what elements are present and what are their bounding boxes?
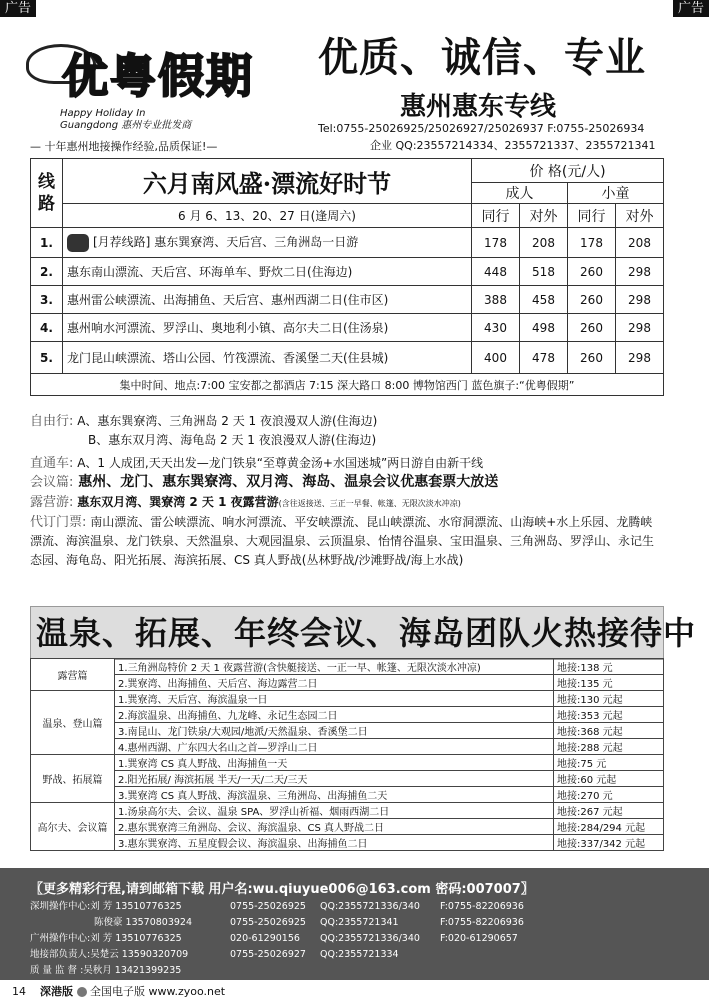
contact-person: 陈俊豪 13570803924 <box>94 917 193 928</box>
package-price: 地接:75 元 <box>554 755 664 771</box>
edition: 深港版 <box>40 985 73 998</box>
package-item: 2.海滨温泉、出海捕鱼、九龙峰、永记生态园二日 <box>115 707 554 723</box>
price: 498 <box>520 314 568 342</box>
package-item: 1.三角洲岛特价 2 天 1 夜露营游(含快艇接送、一正一早、帐篷、无限次淡水冲凉) <box>115 659 554 675</box>
price: 260 <box>568 258 616 286</box>
package-price: 地接:138 元 <box>554 659 664 675</box>
package-price: 地接:270 元 <box>554 787 664 803</box>
price: 260 <box>568 286 616 314</box>
dates: 6 月 6、13、20、27 日(逢周六) <box>63 204 472 228</box>
route-name: 惠州雷公峡漂流、出海捕鱼、天后宫、惠州西湖二日(住市区) <box>63 286 472 314</box>
row-number: 4. <box>31 314 63 342</box>
logo-title: 优粤假期 <box>62 49 254 103</box>
ad-tag-left: 广告 <box>0 0 36 17</box>
package-price: 地接:337/342 元起 <box>554 835 664 851</box>
contact-fax: F:0755-82206936 <box>440 917 524 928</box>
package-price: 地接:284/294 元起 <box>554 819 664 835</box>
ext-header: 对外 <box>520 204 568 228</box>
price: 478 <box>520 342 568 374</box>
package-item: 4.惠州西湖、广东四大名山之首—罗浮山二日 <box>115 739 554 755</box>
section-label: 露营游: <box>30 495 74 510</box>
tickets-section <box>30 513 664 570</box>
section-note: (含往返接送、三正一早餐、帐篷、无限次淡水冲凉) <box>278 499 461 508</box>
logo-en-line1: Happy Holiday In <box>60 108 146 119</box>
download-info: 〖更多精彩行程,请到邮箱下载 用户名:wu.qiuyue006@163.com 密码:007007〗 <box>30 882 534 897</box>
contact-person: 质 量 监 督 :吴秋月 13421399235 <box>30 965 182 976</box>
table-title: 六月南风盛·漂流好时节 <box>63 159 472 204</box>
price: 388 <box>472 286 520 314</box>
meeting-section <box>30 473 498 492</box>
table-row <box>31 286 664 314</box>
contact-qq: QQ:2355721341 <box>320 917 399 928</box>
section-text: 惠东双月湾、巽寮湾 2 天 1 夜露营游 <box>77 495 279 509</box>
col-line-header: 线路 <box>31 159 63 228</box>
row-number: 3. <box>31 286 63 314</box>
table-row <box>31 342 664 374</box>
table-row <box>31 228 664 258</box>
qq-line: 企业 QQ:23557214334、2355721337、2355721341 <box>370 139 656 152</box>
logo-en-line2: Guangdong 惠州专业批发商 <box>60 120 192 131</box>
package-price: 地接:135 元 <box>554 675 664 691</box>
page-number: 14 <box>12 985 26 998</box>
price: 298 <box>616 342 664 374</box>
section-text: 南山漂流、雷公峡漂流、响水河漂流、平安峡漂流、昆山峡漂流、水帘洞漂流、山海峡+水上乐园、龙腾峡漂流、海滨温泉、龙门铁泉、天然温泉、大观园温泉、云顶温泉、怡情谷温泉、宝田温泉、三角洲岛、罗浮山、永记生态园、海龟岛、阳光拓展、海滨拓展、CS 真人野战(丛林野战/沙滩野战/海上水战) <box>30 515 655 567</box>
site-logo-icon <box>77 987 87 997</box>
ext-header-child: 对外 <box>616 204 664 228</box>
price: 458 <box>520 286 568 314</box>
row-number: 2. <box>31 258 63 286</box>
price-header: 价 格(元/人) <box>472 159 664 183</box>
logo-english <box>60 108 191 132</box>
same-header: 同行 <box>472 204 520 228</box>
table-row <box>31 314 664 342</box>
package-price: 地接:60 元起 <box>554 771 664 787</box>
package-category: 野战、拓展篇 <box>31 755 115 803</box>
price: 298 <box>616 286 664 314</box>
price: 298 <box>616 314 664 342</box>
row-number: 1. <box>31 228 63 258</box>
contact-phone: 0755-25026925 <box>230 901 306 912</box>
child-header: 小童 <box>568 183 664 204</box>
contact-person: 深圳操作中心:刘 芳 13510776325 <box>30 901 182 912</box>
package-item: 1.巽寮湾、天后宫、海滨温泉一日 <box>115 691 554 707</box>
package-category: 露营篇 <box>31 659 115 691</box>
section-label: 代订门票: <box>30 515 87 530</box>
ad-tag-right: 广告 <box>673 0 709 17</box>
camping-section <box>30 493 461 513</box>
price: 430 <box>472 314 520 342</box>
package-item: 2.巽寮湾、出海捕鱼、天后宫、海边露营二日 <box>115 675 554 691</box>
route-table <box>30 158 664 396</box>
package-price: 地接:130 元起 <box>554 691 664 707</box>
contact-phone: 0755-25026925 <box>230 917 306 928</box>
package-item: 1.汤泉高尔夫、会议、温泉 SPA、罗浮山祈福、烟雨西湖二日 <box>115 803 554 819</box>
adult-header: 成人 <box>472 183 568 204</box>
meeting-info: 集中时间、地点:7:00 宝安都之都酒店 7:15 深大路口 8:00 博物馆西门 蓝色旗子:“优粤假期” <box>31 374 664 396</box>
route-name: 惠州响水河漂流、罗浮山、奥地利小镇、高尔夫二日(住汤泉) <box>63 314 472 342</box>
price: 400 <box>472 342 520 374</box>
section-text: 惠州、龙门、惠东巽寮湾、双月湾、海岛、温泉会议优惠套票大放送 <box>78 474 499 490</box>
section-label: 自由行: <box>30 414 74 429</box>
price: 208 <box>520 228 568 258</box>
package-item: 2.阳光拓展/ 海滨拓展 半天/一天/二天/三天 <box>115 771 554 787</box>
site-url[interactable]: 全国电子版 www.zyoo.net <box>90 985 226 998</box>
contact-fax: F:0755-82206936 <box>440 901 524 912</box>
package-item: 3.惠东巽寮湾、五星度假会议、海滨温泉、出海捕鱼二日 <box>115 835 554 851</box>
contact-fax: F:020-61290657 <box>440 933 518 944</box>
package-item: 3.巽寮湾 CS 真人野战、海滨温泉、三角洲岛、出海捕鱼二天 <box>115 787 554 803</box>
price: 448 <box>472 258 520 286</box>
row-number: 5. <box>31 342 63 374</box>
route-name: 惠东巽寮湾、天后宫、三角洲岛一日游 <box>154 235 359 250</box>
section-label: 直通车: <box>30 456 74 471</box>
same-header-child: 同行 <box>568 204 616 228</box>
package-category: 高尔夫、会议篇 <box>31 803 115 851</box>
package-item: 2.惠东巽寮湾三角洲岛、会议、海滨温泉、CS 真人野战二日 <box>115 819 554 835</box>
package-price: 地接:288 元起 <box>554 739 664 755</box>
price: 208 <box>616 228 664 258</box>
contact-person: 广州操作中心:刘 芳 13510776325 <box>30 933 182 944</box>
contact-footer <box>0 868 709 980</box>
contact-qq: QQ:2355721334 <box>320 949 399 960</box>
section-text: A、惠东巽寮湾、三角洲岛 2 天 1 夜浪漫双人游(住海边) <box>77 414 378 428</box>
contact-person: 地接部负责人:吴楚云 13590320709 <box>30 949 189 960</box>
contact-qq: QQ:2355721336/340 <box>320 933 420 944</box>
contact-qq: QQ:2355721336/340 <box>320 901 420 912</box>
route-name: 惠东南山漂流、天后宫、环海单车、野炊二日(住海边) <box>63 258 472 286</box>
direct-bus-section <box>30 454 483 473</box>
price: 178 <box>568 228 616 258</box>
package-table <box>30 658 664 851</box>
route-name: 龙门昆山峡漂流、塔山公园、竹筏漂流、香溪堡二天(住县城) <box>63 342 472 374</box>
price: 298 <box>616 258 664 286</box>
package-price: 地接:267 元起 <box>554 803 664 819</box>
subheadline: 惠州惠东专线 <box>400 92 557 122</box>
price: 260 <box>568 342 616 374</box>
package-category: 温泉、登山篇 <box>31 691 115 755</box>
logo <box>22 28 302 138</box>
section-text: A、1 人成团,天天出发—龙门铁泉“至尊黄金汤+水国迷城”两日游自由新干线 <box>77 456 484 470</box>
section-text: B、惠东双月湾、海龟岛 2 天 1 夜浪漫双人游(住海边) <box>88 433 377 447</box>
table-row <box>31 258 664 286</box>
price: 178 <box>472 228 520 258</box>
contact-phone: 0755-25026927 <box>230 949 306 960</box>
page-footer <box>12 983 225 999</box>
package-item: 1.巽寮湾 CS 真人野战、出海捕鱼一天 <box>115 755 554 771</box>
thumbs-up-icon <box>67 234 89 252</box>
headline: 优质、诚信、专业 <box>318 34 646 81</box>
banner: 温泉、拓展、年终会议、海岛团队火热接待中 <box>36 614 697 652</box>
tel-line: Tel:0755-25026925/25026927/25026937 F:0755-25026934 <box>318 122 645 135</box>
contact-phone: 020-61290156 <box>230 933 300 944</box>
package-price: 地接:353 元起 <box>554 707 664 723</box>
slogan: — 十年惠州地接操作经验,品质保证!— <box>30 140 218 153</box>
self-drive-section <box>30 412 377 450</box>
price: 260 <box>568 314 616 342</box>
price: 518 <box>520 258 568 286</box>
package-item: 3.南昆山、龙门铁泉/大观园/地派/天然温泉、香溪堡二日 <box>115 723 554 739</box>
package-price: 地接:368 元起 <box>554 723 664 739</box>
route-tag: [月荐线路] <box>93 235 151 250</box>
section-label: 会议篇: <box>30 475 74 490</box>
